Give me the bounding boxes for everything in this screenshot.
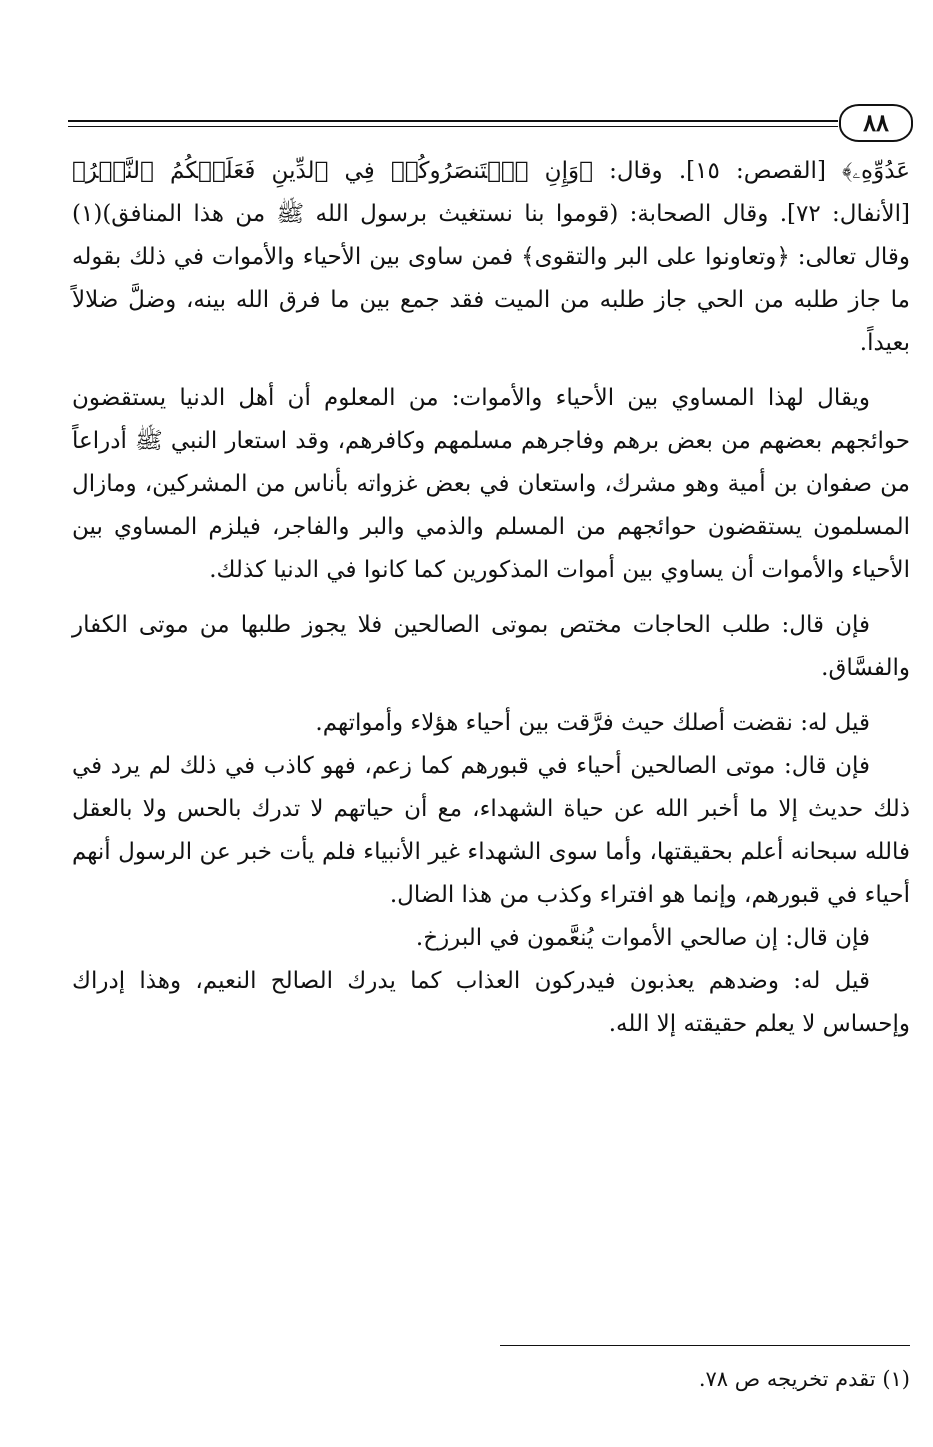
paragraph: فإن قال: موتى الصالحين أحياء في قبورهم كما زعم، فهو كاذب في ذلك لم يرد في ذلك حديث إلا ما أخبر الله عن حياة الشهداء، مع أن حياتهم لا تدرك بالحس ولا بالعقل فالله سبحانه أعلم بحقيقتها، وأما سوى الشهداء غير الأنبياء فلم يأت خبر عن الرسول أنهم أحياء في قبورهم، وإنما هو افتراء وكذب من هذا الضال. bbox=[72, 753, 910, 908]
paragraph: قيل له: نقضت أصلك حيث فرَّقت بين أحياء هؤلاء وأمواتهم. bbox=[315, 710, 870, 736]
page-number: ٨٨ bbox=[839, 104, 913, 142]
footnote-rule bbox=[500, 1345, 910, 1346]
paragraph: عَدُوِّهِۦ﴾ [القصص: ١٥]. وقال: ﴿وَإِنِ ٱسۡتَنصَرُوكُمۡ فِي ٱلدِّينِ فَعَلَيۡكُمُ ٱلنَّصۡرُ﴾ [الأنفال: ٧٢]. وقال الصحابة: (قوموا بنا نستغيث برسول الله ﷺ من هذا المنافق)(١) وقال تعالى: ﴿وتعاونوا على البر والتقوى﴾ فمن ساوى بين الأحياء والأموات في ذلك بقوله ما جاز طلبه من الحي جاز طلبه من الميت فقد جمع بين ما فرق الله بينه، وضلَّ ضلالاً بعيداً. bbox=[72, 158, 911, 356]
header-rule-thin bbox=[68, 126, 838, 127]
page-header bbox=[68, 100, 913, 140]
paragraph: فإن قال: إن صالحي الأموات يُنعَّمون في البرزخ. bbox=[415, 925, 870, 951]
paragraph: ويقال لهذا المساوي بين الأحياء والأموات: من المعلوم أن أهل الدنيا يستقضون حوائجهم بعضهم من بعض برهم وفاجرهم مسلمهم وكافرهم، وقد استعار النبي ﷺ أدراعاً من صفوان بن أمية وهو مشرك، واستعان في بعض غزواته بأناس من المشركين، ومازال المسلمون يستقضون حوائجهم من المسلم والذمي والبر والفاجر، فيلزم المساوي بين الأحياء والأموات أن يساوي بين أموات المذكورين كما كانوا في الدنيا كذلك. bbox=[72, 385, 910, 583]
header-rule bbox=[68, 120, 838, 122]
paragraph: فإن قال: طلب الحاجات مختص بموتى الصالحين فلا يجوز طلبها من موتى الكفار والفسَّاق. bbox=[72, 612, 910, 681]
main-text bbox=[72, 150, 910, 1046]
footnote: (١) تقدم تخريجه ص ٧٨. bbox=[698, 1367, 910, 1391]
paragraph: قيل له: وضدهم يعذبون فيدركون العذاب كما يدرك الصالح النعيم، وهذا إدراك وإحساس لا يعلم حقيقته إلا الله. bbox=[72, 968, 910, 1037]
